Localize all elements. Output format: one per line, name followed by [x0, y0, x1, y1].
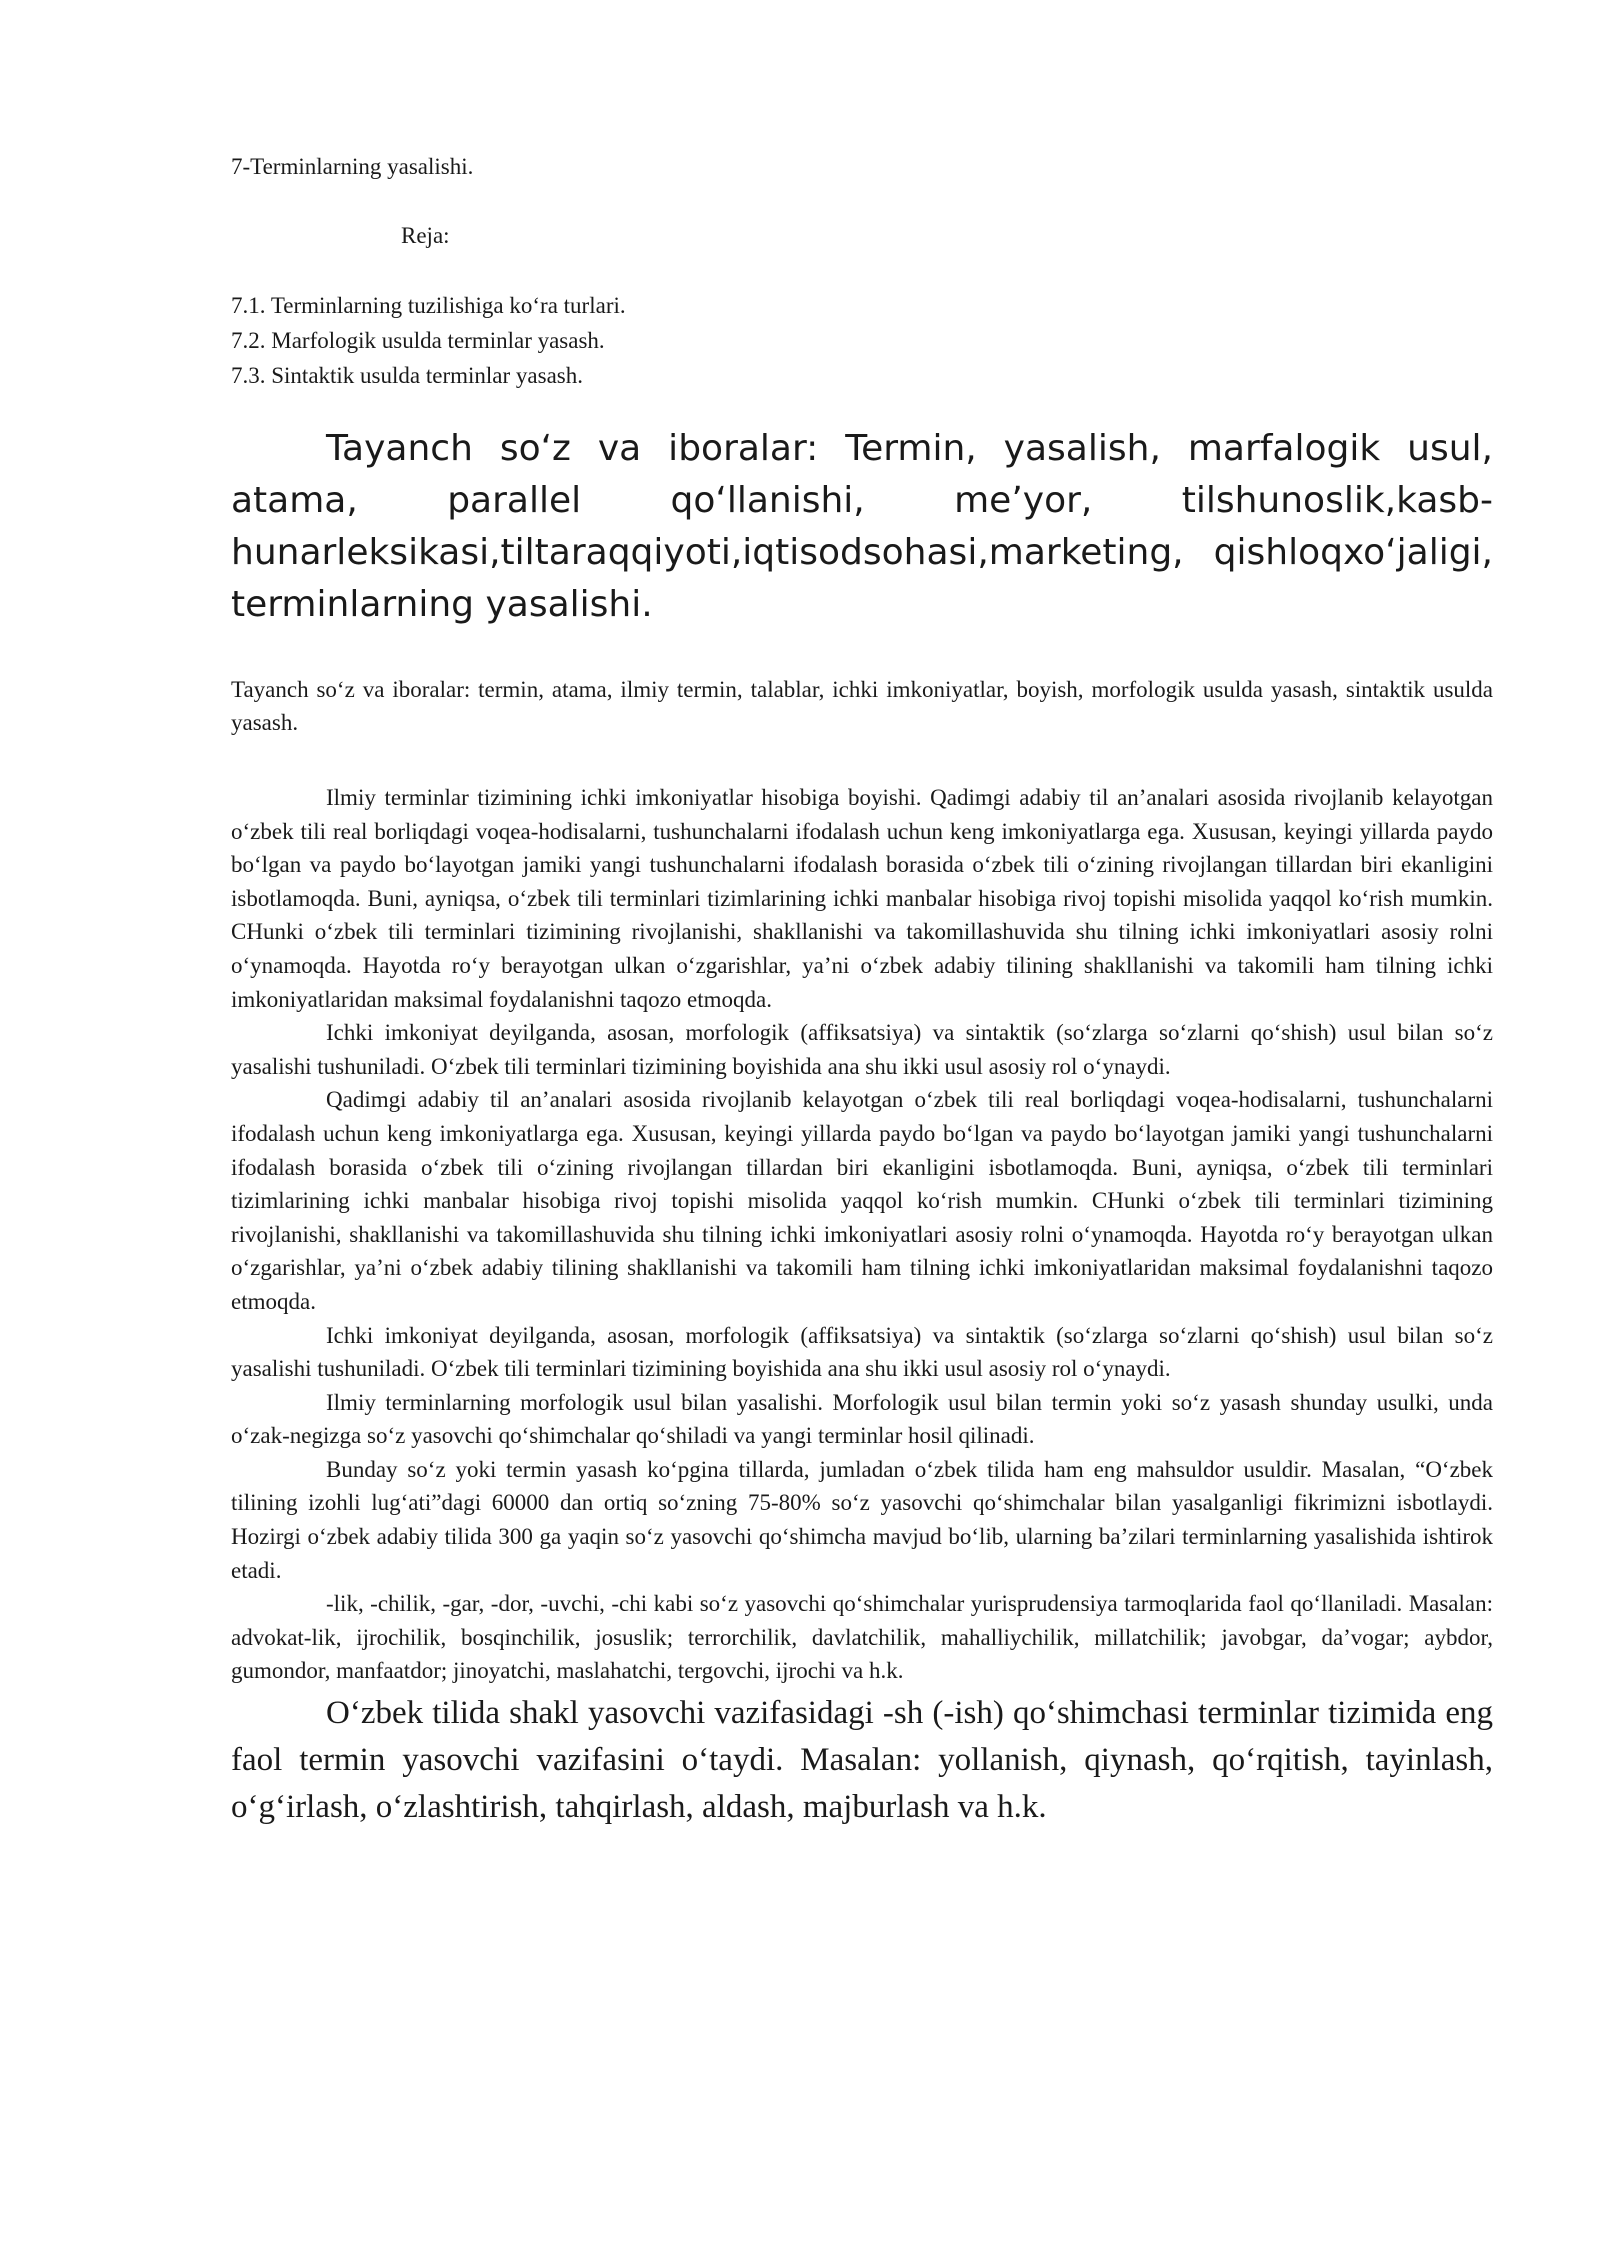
- closing-paragraph: O‘zbek tilida shakl yasovchi vazifasidagi -sh (-ish) qo‘shimchasi terminlar tizimida eng faol termin yasovchi vazifasini o‘taydi. Masalan: yollanish, qiynash, qo‘rqitish, tayinlash, o‘g‘irlash, o‘zlashtirish, tahqirlash, aldash, majburlash va h.k.: [231, 1695, 1493, 1826]
- keywords-small-paragraph: Tayanch so‘z va iboralar: termin, atama, ilmiy termin, talablar, ichki imkoniyatlar, boyish, morfologik usulda yasash, sintaktik usulda yasash.: [231, 677, 1493, 735]
- body-paragraph: -lik, -chilik, -gar, -dor, -uvchi, -chi kabi so‘z yasovchi qo‘shimchalar yurisprudensiya tarmoqlarida faol qo‘llaniladi. Masalan: advokat-lik, ijrochilik, bosqinchilik, josuslik; terrorchilik, davlatchilik, mahalliychilik, millatchilik; javobgar, da’vogar; aybdor, gumondor, manfaatdor; jinoyatchi, maslahatchi, tergovchi, ijrochi va h.k.: [231, 1591, 1493, 1684]
- plan-item: 7.3. Sintaktik usulda terminlar yasash.: [231, 363, 583, 388]
- body-text: [231, 781, 1493, 1831]
- body-paragraph: Ichki imkoniyat deyilganda, asosan, morfologik (affiksatsiya) va sintaktik (so‘zlarga so‘zlarni qo‘shish) usul bilan so‘z yasalishi tushuniladi. O‘zbek tili terminlari tizimining boyishida ana shu ikki usul asosiy rol o‘ynaydi.: [231, 1322, 1493, 1382]
- plan-title: Reja:: [401, 223, 450, 248]
- body-paragraph: Qadimgi adabiy til an’analari asosida rivojlanib kelayotgan o‘zbek tili real borliqdagi voqea-hodisalarni, tushunchalarni ifodalash uchun keng imkoniyatlarga ega. Xususan, keyingi yillarda paydo bo‘lgan va paydo bo‘layotgan jamiki yangi tushunchalarni ifodalash borasida o‘zbek tili o‘zining rivojlangan tillardan biri ekanligini isbotlamoqda. Buni, ayniqsa, o‘zbek tili terminlari tizimlarining ichki manbalar hisobiga rivoj topishi misolida yaqqol ko‘rish mumkin. CHunki o‘zbek tili terminlari tizimining rivojlanishi, shakllanishi va takomillashuvida shu tilning ichki imkoniyatlari asosiy rolni o‘ynamoqda. Hayotda ro‘y berayotgan ulkan o‘zgarishlar, ya’ni o‘zbek adabiy tilining shakllanishi va takomili ham tilning ichki imkoniyatlaridan maksimal foydalanishni taqozo etmoqda.: [231, 1087, 1493, 1314]
- keywords-large-paragraph: Tayanch so‘z va iboralar: Termin, yasalish, marfalogik usul, atama, parallel qo‘llanishi, me’yor, tilshunoslik,kasb-hunarleksikasi,tiltaraqqiyoti,iqtisodsohasi,marketing, qishloqxo‘jaligi, terminlarning yasalishi.: [231, 428, 1493, 625]
- plan-item: 7.2. Marfologik usulda terminlar yasash.: [231, 328, 605, 353]
- plan-item: 7.1. Terminlarning tuzilishiga ko‘ra turlari.: [231, 293, 626, 318]
- body-paragraph: Bunday so‘z yoki termin yasash ko‘pgina tillarda, jumladan o‘zbek tilida ham eng mahsuldor usuldir. Masalan, “O‘zbek tilining izohli lug‘ati”dagi 60000 dan ortiq so‘zning 75-80% so‘z yasovchi qo‘shimchalar bilan yasalganligi fikrimizni isbotlaydi. Hozirgi o‘zbek adabiy tilida 300 ga yaqin so‘z yasovchi qo‘shimcha mavjud bo‘lib, ularning ba’zilari terminlarning yasalishida ishtirok etadi.: [231, 1456, 1493, 1583]
- document-heading: 7-Terminlarning yasalishi.: [231, 154, 474, 179]
- body-paragraph: Ilmiy terminlar tizimining ichki imkoniyatlar hisobiga boyishi. Qadimgi adabiy til an’analari asosida rivojlanib kelayotgan o‘zbek tili real borliqdagi voqea-hodisalarni, tushunchalarni ifodalash uchun keng imkoniyatlarga ega. Xususan, keyingi yillarda paydo bo‘lgan va paydo bo‘layotgan jamiki yangi tushunchalarni ifodalash borasida o‘zbek tili o‘zining rivojlangan tillardan biri ekanligini isbotlamoqda. Buni, ayniqsa, o‘zbek tili terminlari tizimlarining ichki manbalar hisobiga rivoj topishi misolida yaqqol ko‘rish mumkin. CHunki o‘zbek tili terminlari tizimining rivojlanishi, shakllanishi va takomillashuvida shu tilning ichki imkoniyatlari asosiy rolni o‘ynamoqda. Hayotda ro‘y berayotgan ulkan o‘zgarishlar, ya’ni o‘zbek adabiy tilining shakllanishi va takomili ham tilning ichki imkoniyatlaridan maksimal foydalanishni taqozo etmoqda.: [231, 785, 1493, 1012]
- body-paragraph: Ichki imkoniyat deyilganda, asosan, morfologik (affiksatsiya) va sintaktik (so‘zlarga so‘zlarni qo‘shish) usul bilan so‘z yasalishi tushuniladi. O‘zbek tili terminlari tizimining boyishida ana shu ikki usul asosiy rol o‘ynaydi.: [231, 1020, 1493, 1079]
- body-paragraph: Ilmiy terminlarning morfologik usul bilan yasalishi. Morfologik usul bilan termin yoki so‘z yasash shunday usulki, unda o‘zak-negizga so‘z yasovchi qo‘shimchalar qo‘shiladi va yangi terminlar hosil qilinadi.: [231, 1389, 1493, 1449]
- document-page: [231, 150, 1493, 1831]
- plan-list: [231, 288, 1493, 393]
